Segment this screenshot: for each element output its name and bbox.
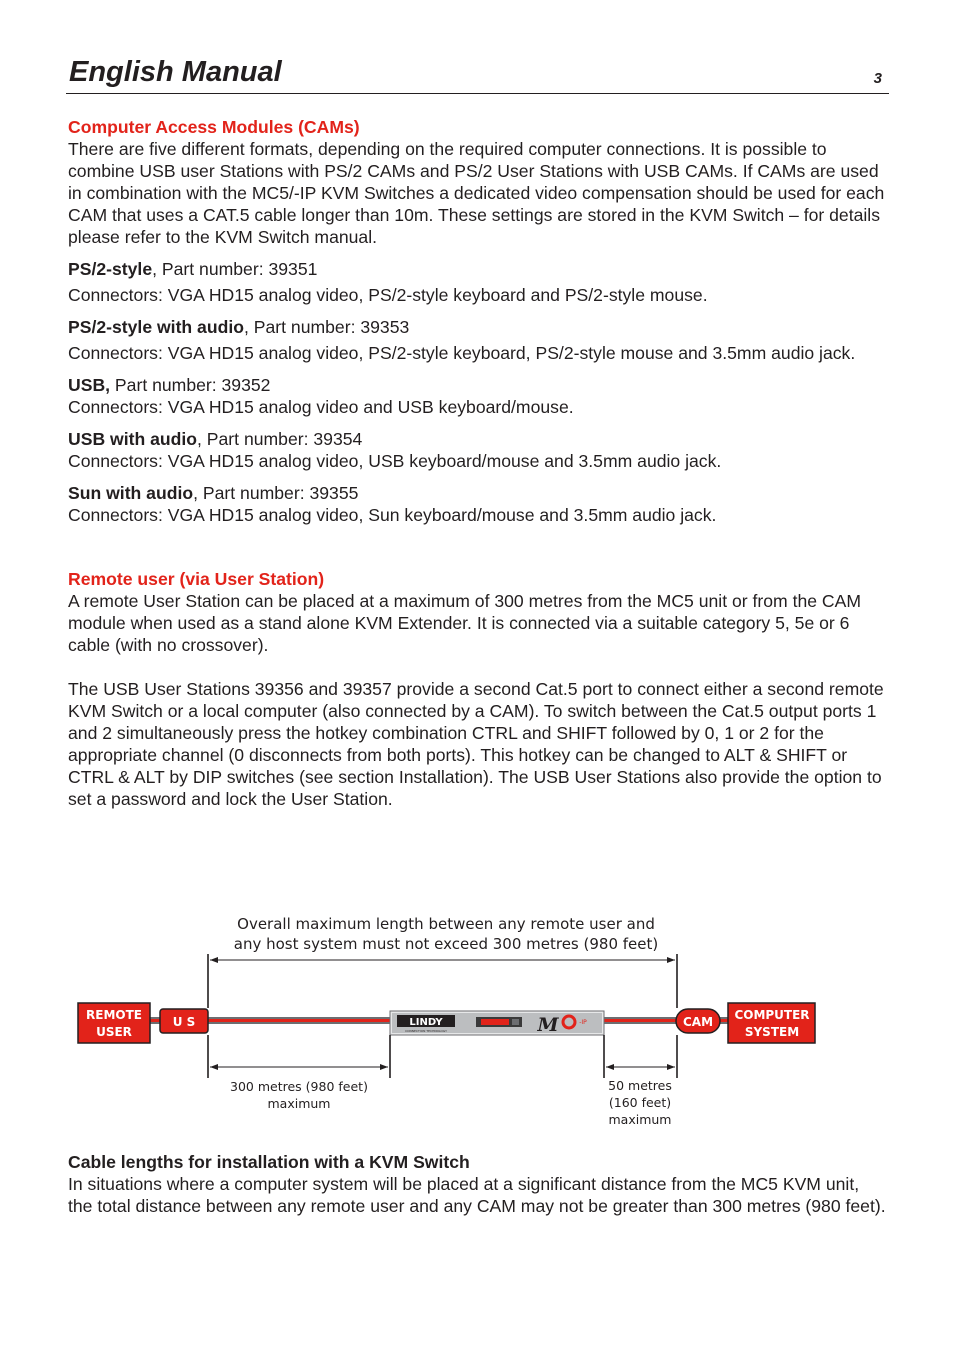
cam-item-connectors: Connectors: VGA HD15 analog video, PS/2-style keyboard and PS/2-style mouse.	[68, 285, 708, 305]
cam-item-title	[68, 258, 888, 280]
cam-item-title	[68, 428, 888, 450]
cam-item-name: USB with audio	[68, 429, 198, 449]
header-rule	[66, 93, 889, 94]
cam-item-part: , Part number: 39351	[152, 259, 318, 279]
cam-item-title	[68, 482, 888, 504]
cam-item-connectors: Connectors: VGA HD15 analog video, USB keyboard/mouse and 3.5mm audio jack.	[68, 451, 722, 471]
mc5-logo-ip: -IP	[579, 1019, 587, 1026]
cam-item-part: , Part number: 39353	[243, 317, 410, 337]
remote-user-label-line2: USER	[96, 1025, 132, 1039]
remote-heading: Remote user (via User Station)	[68, 569, 325, 589]
computer-system-label-line2: SYSTEM	[744, 1025, 800, 1039]
diagram-top-label-line1: Overall maximum length between any remote user and	[237, 915, 655, 933]
cam-label: CAM	[682, 1015, 714, 1029]
cam-item-title	[68, 316, 888, 338]
cam-item-name: PS/2-style	[68, 259, 153, 279]
right-dim-head-right	[667, 1064, 675, 1070]
mc5-led-red	[481, 1019, 509, 1025]
remote-user-label-line1: REMOTE	[86, 1008, 142, 1022]
cable-para: In situations where a computer system will be placed at a significant distance from the MC5 KVM unit, the total distance between any remote user and any CAM may not be greater than 300 metres (980 feet).	[68, 1174, 886, 1216]
right-dim-label-line3: maximum	[608, 1112, 672, 1127]
right-dim-label-line1: 50 metres	[608, 1078, 672, 1093]
right-dim-label-line2: (160 feet)	[608, 1095, 672, 1110]
cable-length-diagram	[72, 905, 832, 1140]
mc5-logo-m: M	[537, 1014, 559, 1036]
diagram-top-label-line2: any host system must not exceed 300 metres (980 feet)	[233, 935, 659, 953]
remote-para-1: A remote User Station can be placed at a maximum of 300 metres from the MC5 unit or from the CAM module when used as a stand alone KVM Extender. It is connected via a suitable category 5, 5e or 6 cable (with no crossover).	[68, 591, 862, 655]
cams-intro: There are five different formats, depending on the required computer connections. It is possible to combine USB user Stations with PS/2 CAMs and PS/2 User Stations with USB CAMs. If CAMs are used in combination with the MC5/-IP KVM Switches a dedicated video compensation should be used for each CAM that uses a CAT.5 cable longer than 10m. These settings are stored in the KVM Switch – for details please refer to the KVM Switch manual.	[68, 139, 885, 247]
lindy-tagline: CONNECTION TECHNOLOGY	[405, 1029, 447, 1033]
cam-item-name: PS/2-style with audio	[68, 317, 244, 337]
cam-item-part: , Part number: 39355	[193, 483, 359, 503]
cam-item-connectors: Connectors: VGA HD15 analog video, PS/2-style keyboard, PS/2-style mouse and 3.5mm audio jack.	[68, 343, 856, 363]
cable-heading: Cable lengths for installation with a KVM Switch	[68, 1152, 470, 1172]
cam-item-connectors: Connectors: VGA HD15 analog video and USB keyboard/mouse.	[68, 397, 574, 417]
overall-arrow-head-right	[667, 957, 675, 963]
header-title: English Manual	[69, 56, 282, 88]
computer-system-label-line1: COMPUTER	[734, 1008, 810, 1022]
lindy-logo: LINDY	[409, 1017, 443, 1028]
cam-item-name: Sun with audio	[68, 483, 194, 503]
cam-item-connectors: Connectors: VGA HD15 analog video, Sun keyboard/mouse and 3.5mm audio jack.	[68, 505, 717, 525]
right-dim-head-left	[606, 1064, 614, 1070]
left-dim-head-right	[380, 1064, 388, 1070]
user-station-label: U S	[172, 1015, 196, 1029]
left-dim-label-line2: maximum	[267, 1096, 331, 1111]
cable-lengths-section	[68, 1151, 888, 1217]
overall-arrow-head-left	[210, 957, 218, 963]
mc5-led-small	[512, 1019, 519, 1025]
cam-item-title	[68, 374, 888, 396]
page-number: 3	[873, 70, 882, 87]
cam-item-name: USB,	[68, 375, 111, 395]
remote-para-2: The USB User Stations 39356 and 39357 provide a second Cat.5 port to connect either a second remote KVM Switch or a local computer (also connected by a CAM). To switch between the Cat.5 output ports 1 and 2 simultaneously press the hotkey combination CTRL and SHIFT followed by 0, 1 or 2 for the appropriate channel (0 disconnects from both ports). This hotkey can be changed to ALT & SHIFT or CTRL & ALT by DIP switches (see section Installation). The USB User Stations also provide the option to set a password and lock the User Station.	[68, 679, 884, 809]
left-dim-label-line1: 300 metres (980 feet)	[230, 1079, 368, 1094]
cam-item-part: , Part number: 39354	[197, 429, 363, 449]
main-content	[68, 116, 888, 810]
cams-heading: Computer Access Modules (CAMs)	[68, 117, 360, 137]
left-dim-head-left	[210, 1064, 218, 1070]
cam-item-part: Part number: 39352	[110, 375, 271, 395]
